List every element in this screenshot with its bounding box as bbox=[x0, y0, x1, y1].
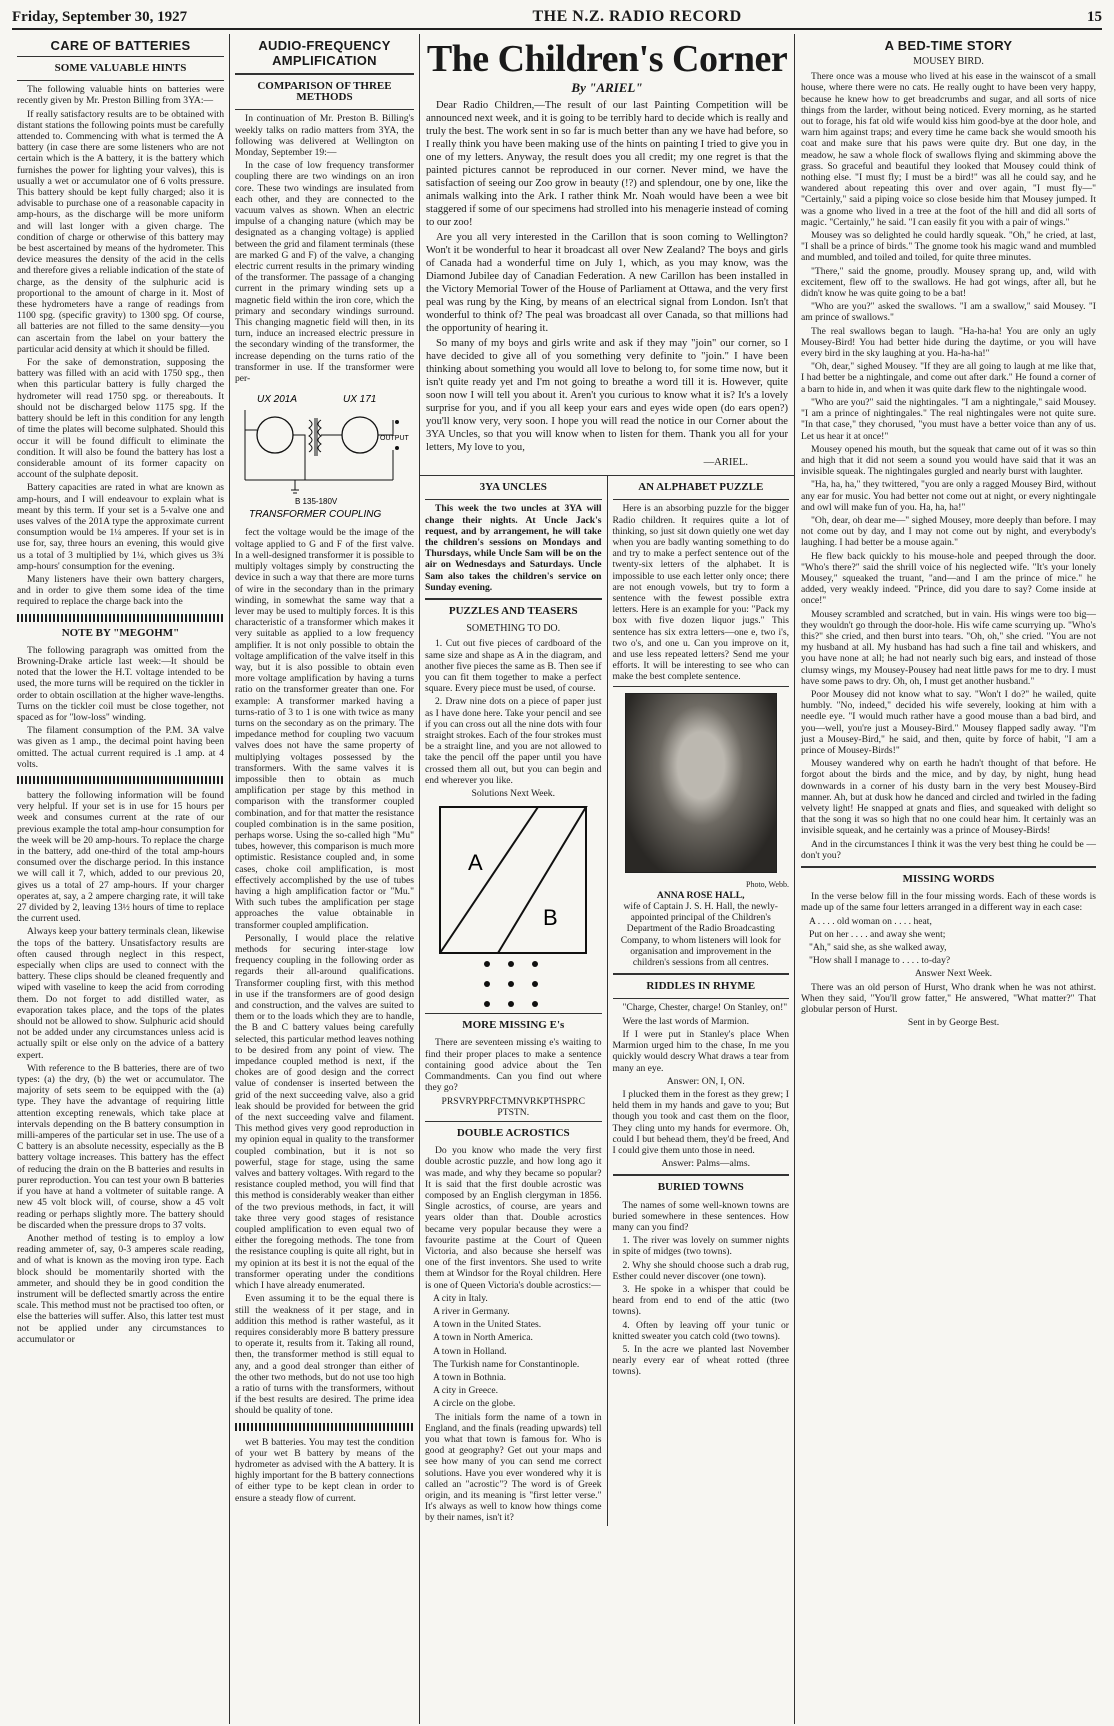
riddle-answer: Answer: Palms—alms. bbox=[661, 1158, 750, 1170]
alphabet-title: AN ALPHABET PUZZLE bbox=[638, 481, 764, 494]
paragraph: Mousey scrambled and scratched, but in vain. His wings were too big—they wouldn't go through the door-hole. His wife came scurrying up. "Who's this?" she cried, and then burst into tears. "Oh, oh," she cried. "You are not my husband at all. My husband has had such a fine tail and whiskers, and you have none at all; he had not nearly such big ears, and instead of those clumsy wings, my Mousey-Pousey had neat little paws for me to dry. I must have some paws to dry. Oh, oh, I must get another husband." bbox=[801, 608, 1096, 687]
paragraph: battery the following information will be found very helpful. If your set is in use for 15 hours per week and consumes current at the rate of our previous example the total amp-hour consumption for the week will be 20 amp-hours. To replace the charge in the battery, add one-third of the total amp-hours consumed over the discharge period. In this instance we will call it 7, which, added to our previous 20, gives us a total of 27 amp-hours. If your charger operates at, say, a 2 ampere charging rate, it will take 27 divided by 2, leaving 13½ hours of time to replace the current used. bbox=[17, 789, 224, 925]
paragraph: 1. Cut out five pieces of cardboard of the same size and shape as A in the diagram, and another five pieces the same as B. Then see if you can fit them together to make a perfect square. Every piece must be used, of course. bbox=[425, 638, 602, 695]
valve1-label: UX 201A bbox=[257, 394, 298, 406]
paragraph: Do you know who made the very first double acrostic puzzle, and how long ago it was made, and why they became so popular? It is said that the first double acrostic was composed by an English clergyman in 1856. Single acrostics, of course, are years and years older than that. Double acrostics became very popular because they were a favourite pastime at the Court of Queen Victoria, and also because she herself was one of the first inventors. She used to write them at Windsor for the Royal children. Here is one of Queen Victoria's double acrostics:— bbox=[425, 1145, 602, 1291]
paragraph: The initials form the name of a town in England, and the finals (reading upwards) tell you what that town is famous for. Who is good at geography? Get out your maps and see how many of you can send me correct solutions. Have you ever wondered why it is called an "acrostic"? The word is of Greek origin, and its meaning is "first letter verse." It's always as well to know how things come by their names, isn't it? bbox=[425, 1411, 602, 1524]
page-header bbox=[12, 6, 1102, 30]
cipher-text: PRSVRYPRFCTMNVRKPTHSPRC PTSTN. bbox=[441, 1095, 585, 1118]
paragraph: Mousey wandered why on earth he hadn't thought of that before. He forgot about the birds and the mice, and by day, by night, hung head downwards in a corner of his dusty barn in the very best Mousey-Bird manner. Ah, but at dusk how he danced and circled and twirled in the fading velvety light! He snapped at gnats and flies, and squeaked with delight so that the song it was so high that no one could hear him. It certainly was an invisible squeak, and he certainly was a prince of Mousey-Birds! bbox=[801, 758, 1096, 837]
portrait-photo bbox=[625, 693, 777, 873]
paragraph: "Oh, dear, oh dear me—" sighed Mousey, more deeply than before. I may not come out by day, and I may not come out by night, and everybody's laughing. I had better be a mouse again." bbox=[801, 514, 1096, 549]
missing-e-title: MORE MISSING E's bbox=[462, 1019, 565, 1032]
byline: By "ARIEL" bbox=[571, 80, 643, 95]
childrens-corner-title: The Children's Corner bbox=[426, 38, 788, 80]
verse-line: Put on her . . . . and away she went; bbox=[809, 928, 946, 940]
puzzles-title: PUZZLES AND TEASERS bbox=[448, 605, 578, 618]
list-item: 5. In the acre we planted last November nearly every ear of wheat rotted (three towns). bbox=[612, 1343, 789, 1378]
column-batteries bbox=[12, 34, 230, 1724]
bedtime-title: A BED-TIME STORY bbox=[884, 38, 1013, 53]
photo-credit: Photo, Webb. bbox=[746, 879, 789, 889]
paragraph: There are seventeen missing e's waiting to find their proper places to make a sentence containing good advice about the Ten Commandments. Can you find out where they go? bbox=[425, 1037, 602, 1094]
childrens-corner-letter bbox=[420, 38, 794, 469]
paragraph: Mousey opened his mouth, but the squeak that came out of it was so thin and high that it did not seem a sound you would have said that it was an invisible squeak. The nightingales gurgled and nearly burst with laughter. bbox=[801, 443, 1096, 478]
missing-words-title: MISSING WORDS bbox=[902, 873, 995, 886]
list-item: 2. Why she should choose such a drab rug, Esther could never discover (one town). bbox=[612, 1259, 789, 1282]
divider bbox=[17, 614, 224, 622]
paragraph: "Ha, ha, ha," they twittered, "you are only a ragged Mousey Bird, without any ear for music. You had better not come out at night, or every nightingale and owl will make fun of you. Ha, ha, ha!" bbox=[801, 479, 1096, 513]
divider bbox=[17, 776, 224, 784]
transformer-primary bbox=[309, 420, 312, 452]
list-item: 3. He spoke in a whisper that could be heard from end to end of the attic (two towns). bbox=[612, 1283, 789, 1318]
diagram-caption: TRANSFORMER COUPLING bbox=[249, 509, 382, 521]
paragraph: Were the last words of Marmion. bbox=[622, 1015, 750, 1027]
paragraph: fect the voltage would be the image of the voltage applied to G and F of the first valve. In a well-designed transformer it is possible to multiply voltages simply by constructing the device in such a way that there are more turns of wire in the secondary than in the primary winding, in somewhat the same way that a lever may be used to multiply forces. It is this characteristic of a transformer which makes it very suitable as applied to a low frequency amplifier. It is not only possible to obtain the voltage amplification of the valve itself in this way, but it is also possible to obtain even more voltage amplification by having a turns ratio on the transformer greater than one. For example: A transformer marked having a turns-ratio of 3 to 1 is one with twice as many turns on the secondary as on the primary. The impedance method for coupling two vacuum valves does not have the same property of multiplying voltages possessed by the transformers. With the same valves it is impossible then to obtain as much amplification per stage by this method in comparison with the transformer coupled combination, and for that matter the resistance coupled combination is in the same position, perhaps worse. Using the so-called high "Mu" tubes, however, this comparison is much more optimistic. Resistance coupled and, in some cases, choke coil amplification, is most effectively accomplished by the use of tubes having a high amplification factor or "Mu." With such tubes the amplification per stage approaches the value obtainable in transformer coupled amplification. bbox=[235, 527, 414, 931]
paragraph: Another method of testing is to employ a low reading ammeter of, say, 0-3 amperes scale reading, and of what is known as the moving iron type. Each block should be momentarily shorted with the ammeter, and should they be in good condition the instrument will be deflected smartly across the entire scale. This method must not be practised too often, or else the batteries will suffer. Also, this latter test must not be applied under any circumstances to accumulator or bbox=[17, 1232, 224, 1345]
paragraph: "Who are you?" asked the swallows. "I am a swallow," said Mousey. "I am prince of swallows." bbox=[801, 301, 1096, 324]
voltage-label: B 135-180V bbox=[295, 497, 338, 507]
note-title: NOTE BY "MEGOHM" bbox=[61, 626, 180, 639]
riddle-answer: Answer: ON, I, ON. bbox=[666, 1075, 745, 1087]
verse-line: "Ah," said she, as she walked away, bbox=[809, 942, 947, 954]
puzzles-subtitle: SOMETHING TO DO. bbox=[466, 623, 561, 635]
paragraph: "Oh, dear," sighed Mousey. "If they are all going to laugh at me like that, I had better be a nightingale, and come out after dark." He found a corner of a barn to hide in, and when it was quite dark flew to the nightingale wood. bbox=[801, 361, 1096, 395]
valve2-symbol bbox=[342, 417, 378, 453]
acrostic-clue: A town in the United States. bbox=[433, 1319, 542, 1331]
page-number: 15 bbox=[1086, 8, 1102, 25]
acrostic-clue: The Turkish name for Constantinople. bbox=[433, 1358, 580, 1370]
paragraph: If really satisfactory results are to be obtained with distant stations the following points must be carefully attended to. Commencing with what is termed the A battery (in case there are some listeners who are not certain which is the A battery, it is the battery which furnishes the power for lighting your valves), this is usually a wet or accumulator one of 6 volts pressure. This battery should be kept fully charged; also it is advisable to purchase one of a reasonable capacity in amp-hours, as the discharge will be more uniform and will last longer with a given charge. The condition of charge or otherwise of this battery may be best ascertained by means of the hydrometer. This device measures the density of the acid in the cells and therefore gives a reliable indication of the state of charge, as the density of the sulphuric acid is proportional to the amount of charge in it. Most of these hydrometers have a range of readings from 1100 spg. (specific gravity) to 1300 spg. Of course, all batteries are not filled to the same density—you can ascertain from the label on your battery the particular acid density at which it should be filled. bbox=[17, 108, 224, 355]
columns bbox=[12, 34, 1102, 1724]
paragraph: The names of some well-known towns are buried somewhere in these sentences. How many can you find? bbox=[612, 1199, 789, 1233]
paragraph: Are you all very interested in the Carillon that is soon coming to Wellington? Won't it be wonderful to hear it broadcast all over New Zealand? The boys and girls of Canada had a wonderful time on July 1, which, as you may know, was the Diamond Jubilee day of Canadian Federation. A new Carillon has been installed in the Victory Memorial Tower of the House of Parliament at Ottawa, and the very first peal was rung by the King, by means of an electrical signal from London. Isn't that wonderful to think of? The peal was broadcast all over Canada, so that millions had the opportunity of hearing it. bbox=[426, 232, 788, 335]
solutions-note: Solutions Next Week. bbox=[471, 788, 556, 800]
article-title-audio: AUDIO-FREQUENCY AMPLIFICATION bbox=[258, 38, 391, 68]
acrostic-clue: A city in Italy. bbox=[433, 1292, 488, 1304]
column-audio-frequency bbox=[230, 34, 420, 1724]
puzzle-diagram bbox=[438, 805, 588, 955]
valve2-label: UX 171 bbox=[343, 394, 377, 406]
uncles-title: 3YA UNCLES bbox=[479, 481, 547, 494]
piece-a-label: A bbox=[468, 850, 483, 876]
credit: Sent in by George Best. bbox=[907, 1017, 1000, 1029]
photo-subject: ANNA ROSE HALL, bbox=[656, 889, 745, 901]
verse-line: "How shall I manage to . . . . to-day? bbox=[809, 955, 951, 967]
paragraph: wet B batteries. You may test the condition of your wet B battery by means of the hydrometer as advised with the A battery. It is highly important for the B battery connections of either type to be kept clean in order to ensure a steady flow of current. bbox=[235, 1436, 414, 1504]
list-item: 4. Often by leaving off your tunic or knitted sweater you catch cold (two towns). bbox=[612, 1319, 789, 1342]
paragraph: There was an old person of Hurst, Who drank when he was not athirst. When they said, "You'll grow fatter," He answered, "What matter?" That globular person of Hurst. bbox=[801, 981, 1096, 1016]
piece-b-label: B bbox=[543, 905, 558, 931]
output-label: OUTPUT bbox=[380, 435, 409, 443]
paragraph: Dear Radio Children,—The result of our last Painting Competition will be announced next week, and it is going to be terribly hard to decide which is really and truly the best. The work sent in so far is much better than any we have had before, so I really think you have been making use of the hints on painting I tried to give you in one of my letters. Anyway, the result does you all credit; my one regret is that the painted pictures cannot be reproduced in our corner. Never mind, we have the satisfaction of seeing our Zoo grow in beauty (!?) and splendour, one by one, like the animals walking into the Ark. I rather think Mr. Noah would have been a wee bit staggered if some of our specimens had strolled into his menagerie instead of coming to our zoo! bbox=[426, 100, 788, 229]
paragraph: 2. Draw nine dots on a piece of paper just as I have done here. Take your pencil and see if you can cross out all the nine dots with four straight strokes. Each of the four strokes must be a straight line, and you are not allowed to take the pencil off the paper until you have crossed them all out, but you can begin and end wherever you like. bbox=[425, 696, 602, 786]
paragraph: Poor Mousey did not know what to say. "Won't I do?" he wailed, quite humbly. "No, indeed," decided his wife severely, looking at him with a needle eye. "I would much rather have a good mouse than a bad bird, and you—well, you're just a Mousey-Bird." Mousey flapped sadly away. "I'm just a Mousey-Bird," he said, and then, quite by force of habit, "I am a prince of Mousey-Birds!" bbox=[801, 688, 1096, 756]
paragraph: Even assuming it to be the equal there is still the weakness of it per stage, and in addition this method is rather wasteful, as it requires considerably more B battery pressure to operate it, results from it. Taking all round, then, the transformer method is still equal to any, and a good deal stronger than either of the other two methods, but do not use too high a ratio of turns with the transformers, without if the best results are desired. The prime idea should be quality of tone. bbox=[235, 1293, 414, 1417]
buried-title: BURIED TOWNS bbox=[657, 1181, 744, 1194]
verse-line: A . . . . old woman on . . . . heat, bbox=[809, 915, 932, 927]
nine-dots-puzzle bbox=[425, 961, 602, 1007]
transformer-coupling-diagram bbox=[235, 390, 413, 520]
acrostics-title: DOUBLE ACROSTICS bbox=[456, 1126, 570, 1139]
paragraph: With reference to the B batteries, there are of two types: (a) the dry, (b) the wet or accumulator. The majority of sets seem to be equipped with the (a) type. They have the advantage of requiring little attention excepting renewals, which take place at intervals depending on the B battery consumption in milli-amperes of the particular set in use. The use of a C battery is an absolute necessity, especially as the B battery voltage increases. This battery has the effect of reducing the drain on the B batteries and results in purer reproduction. You can test your own B batteries if you have at hand a voltmeter of suitable range. A new 45 volt block will, of course, show a 45 volt reading or perhaps slightly more. The battery should be discarded when the pressure drops to 37 volts. bbox=[17, 1062, 224, 1231]
paragraph: In the case of low frequency transformer coupling there are two windings on an iron core. These two windings are insulated from each other, and they are connected to the vacuum valves as shown. When an electric impulse of a changing nature (which may be designated as a changing voltage) is applied between the grid and filament terminals (these are marked G and F) of the valve, a changing electric current results in the primary winding of the transformer. The passage of a changing current in the primary winding sets up a magnetic field within the iron core, which the primary and secondary windings surround. This changing magnetic field will then, in its turn, induce an increased electric pressure in the secondary winding of the transformer, the increase depending on the turns ratio of the transformer in use. If the transformer were per- bbox=[235, 160, 414, 385]
article-title-batteries: CARE OF BATTERIES bbox=[50, 38, 191, 53]
paragraph: Battery capacities are rated in what are known as amp-hours, and I will endeavour to explain what is meant by this term. If your set is a 5-valve one and uses valves of the 201A type the approximate current consumption would be 1¼ amperes. If your set is in use for, say, three hours an evening, this would give us a total of 3 multiplied by 1¼, which gives us 3¾ amp-hours' consumption for the evening. bbox=[17, 482, 224, 572]
acrostic-clue: A circle on the globe. bbox=[433, 1398, 516, 1410]
paragraph: The real swallows began to laugh. "Ha-ha-ha! You are only an ugly Mousey-Bird! You had better hide during the daytime, or you will have every bird in the sky laughing at you. Ha-ha-ha!" bbox=[801, 325, 1096, 360]
paragraph: "Who are you?" said the nightingales. "I am a nightingale," said Mousey. "I am a prince of nightingales." The real nightingales were not quite sure. "In that case," they chorused, "you must have a better voice than any of us. Let us hear it at once!" bbox=[801, 396, 1096, 442]
paragraph: There once was a mouse who lived at his ease in the wainscot of a small house, where there were no cats. He really ought to have been very happy, because he knew how to get breadcrumbs and sugar, and all sorts of nice things from the larder, without being noticed. Every morning, as he started out to forage, his fat old wife would kiss him good-bye at the door hole, and warn him against traps; and every time he came back she would smooth his coat and make sure that his paws were quite dry. But one day, in the meadow, he saw a whole flock of swallows flying and skimming above the grass. So graceful and beautiful they looked that Mousey could think of nothing else. "I must fly; I must be a bird!" was all he could say, and he wandered about repeating this over and over again, "I must fly—" "Certainly," said a piping voice so close beside him that Mousey jumped. It was a gnome who lived in a tree at the foot of the hill and did all sorts of magic. "Certainly," he said. "I can easily fit you with a pair of wings." bbox=[801, 71, 1096, 228]
paragraph: Personally, I would place the relative methods for securing inter-stage low frequency coupling in the following order as regards their all-around qualifications. Transformer coupling first, with this method in use if the transformers are of good design and construction, and the valves are suited to them or to the loads which they are to handle, the B and C battery values being carefully selected, this particular method leaves nothing to be desired from any point of view. The impedance coupled method is next, if the chokes are of good design and the correct value of condenser is inserted between the grid of the next succeeding valve, also a grid leak should be provided for between the grid of the next succeeding valve and filament. This method gives very good reproduction in my opinion equal in quality to the transformer coupled combination, but it is not so powerful, stage for stage, using the same valves and battery voltages. With regard to the resistance coupled method, you will find that this method is considerably weaker than either of the two previous methods, in fact, it will take three very good stages of resistance coupled amplification to even equal two of either the foregoing methods. The tone from the resistance coupling is quite all right, but in my opinion at its best it is not the equal of the transformer operating under the conditions which I have already enumerated. bbox=[235, 932, 414, 1292]
paragraph: Many listeners have their own battery chargers, and in order to give them some idea of the time required to replace the charge back into the bbox=[17, 573, 224, 608]
paragraph: In continuation of Mr. Preston B. Billing's weekly talks on radio matters from 3YA, the following was delivered at Wellington on Monday, September 19:— bbox=[235, 113, 414, 159]
divider bbox=[235, 1423, 414, 1431]
column-bedtime-story bbox=[795, 34, 1102, 1724]
paragraph: If I were put in Stanley's place When Marmion urged him to the chase, In me you quickly would descry What draws a tear from many an eye. bbox=[612, 1028, 789, 1074]
paragraph: Mousey was so delighted he could hardly squeak. "Oh," he cried, at last, "I shall be a prince of birds." The gnome took his magic wand and mumbled and mumbled, and toiled and toiled, for quite three minutes. bbox=[801, 230, 1096, 264]
paragraph: Always keep your battery terminals clean, likewise the tops of the battery. Unsatisfactory results are often caused through neglect in this respect, especially when clips are used to connect with the battery. These clips should be cleaned frequently and wiped with vaseline to keep the acid from corroding them. Do not forget to add distilled water, as evaporation takes place, and the tops of the plates should not be allowed to show. Sulphuric acid should not be added under any circumstances unless acid is actually spilt or else only on the advice of a battery expert. bbox=[17, 926, 224, 1061]
acrostic-clue: A city in Greece. bbox=[433, 1385, 498, 1397]
paragraph: The following valuable hints on batteries were recently given by Mr. Preston Billing from 3YA:— bbox=[17, 84, 224, 107]
article-subtitle-batteries: SOME VALUABLE HINTS bbox=[54, 62, 187, 74]
acrostic-clue: A town in Bothnia. bbox=[433, 1371, 507, 1383]
acrostic-clue: A town in Holland. bbox=[433, 1345, 507, 1357]
paragraph: The filament consumption of the P.M. 3A valve was given as 1 amp., the decimal point having been omitted. The actual current required is .1 amp. at 4 volts. bbox=[17, 725, 224, 770]
photo-caption: wife of Captain J. S. H. Hall, the newly-appointed principal of the Children's Department of the Radio Broadcasting Company, to whom listeners will look for organisation and improvement in the children's sessions from all centres. bbox=[620, 901, 781, 969]
riddles-title: RIDDLES IN RHYME bbox=[646, 980, 756, 993]
paragraph: "Charge, Chester, charge! On Stanley, on!" bbox=[622, 1002, 788, 1014]
article-subtitle-audio: COMPARISON OF THREE METHODS bbox=[257, 80, 392, 104]
signature: —ARIEL. bbox=[703, 457, 748, 469]
paragraph: In the verse below fill in the four missing words. Each of these words is made up of the same four letters arranged in a different way in each case: bbox=[801, 891, 1096, 914]
bedtime-subtitle: MOUSEY BIRD. bbox=[913, 56, 984, 67]
paragraph: The following paragraph was omitted from the Browning-Drake article last week:—It should be noted that the lower the H.T. voltage intended to be used, the more turns will be required on the tickler in order to obtain oscillation at the higher wave-lengths. Turns on the tickler coil must be close together, not spaced as for "low-loss" winding. bbox=[17, 644, 224, 723]
uncles-text: This week the two uncles at 3YA will change their nights. At Uncle Jack's request, and by arrangement, he will take the children's sessions on Mondays and Thursdays, while Uncle Sam will be on the air on Wednesdays and Saturdays. Uncle Sam also takes the children's service on Sunday evening. bbox=[425, 503, 602, 593]
list-item: 1. The river was lovely on summer nights in spite of midges (two towns). bbox=[612, 1235, 789, 1258]
paragraph: So many of my boys and girls write and ask if they may "join" our corner, so I have decided to give all of you something very definite to "join." I have been thinking about something you would all love to belong to, for some time now, but it isn't quite ready yet and I'm not going to breathe a word till it is. However, quite soon now I will tell you about it. Aren't you curious to know what it is? It's a lovely surprise for you, and if you all keep your ears and eyes wide open (do ears open?) you'll know very, very soon. I hope you will read the notice in our Corner about the 3YA Uncles, so that you will know when to listen for them. Thank you all for your letters, My love to you, bbox=[426, 338, 788, 454]
answer-note: Answer Next Week. bbox=[914, 968, 993, 980]
issue-date: Friday, September 30, 1927 bbox=[12, 8, 188, 25]
paragraph: And in the circumstances I think it was the very best thing he could be —don't you? bbox=[801, 838, 1096, 861]
paragraph: Here is an absorbing puzzle for the bigger Radio children. It requires quite a lot of thinking, so just sit down quietly one wet day when you are badly wanting something to do and try to make a perfect sentence out of the twenty-six letters of the alphabet. It is impossible to use each letter only once; there are not enough vowels, but try to form a sentence with the fewest possible extra letters. Here is an example for you: "Pack my box with five dozen liquor jugs." This sentence has six extra letters—one e, two i's, two o's, and one u. Can you improve on it, and use less repeated letters? Send me your efforts. It will be interesting to see who can make the best complete sentence. bbox=[612, 503, 789, 683]
paragraph: "There," said the gnome, proudly. Mousey sprang up, and, wild with excitement, flew off to the swallows. He had got wings, after all, but he didn't know he was quite going to be a bat! bbox=[801, 265, 1096, 300]
masthead: THE N.Z. RADIO RECORD bbox=[532, 8, 742, 25]
paragraph: For the sake of demonstration, supposing the battery was filled with an acid with 1750 spg., then when this particular battery is fully charged the hydrometer will read 1750 spg. or thereabouts. It should not be discharged below 1175 spg. If the battery should be left in this condition for any length of time the plates will become sulphated. Should this occur it will be found difficult to eliminate the condition. It will also be found the battery has lost a considerable amount of its former capacity on account of the sulphate deposit. bbox=[17, 357, 224, 481]
acrostic-clue: A town in North America. bbox=[433, 1332, 533, 1344]
valve1-symbol bbox=[257, 417, 293, 453]
paragraph: He flew back quickly to his mouse-hole and peeped through the door. "Who's there?" said the shrill voice of his neglected wife. "It's your lonely Mousey," squeaked the truant, "and—and I am the prince of mice." he added, very weakly indeed. "Prince, did you dare to say? Come inside at once!" bbox=[801, 550, 1096, 607]
transformer-secondary bbox=[318, 420, 321, 452]
acrostic-clue: A river in Germany. bbox=[433, 1305, 510, 1317]
paragraph: I plucked them in the forest as they grew; I held them in my hands and gave to you; But though you took and cast them on the floor, They cling unto my hands for evermore. Oh, could I but behead them, they'd be freed, And I could give them unto those in need. bbox=[612, 1088, 789, 1156]
column-childrens-corner bbox=[420, 34, 1102, 1724]
